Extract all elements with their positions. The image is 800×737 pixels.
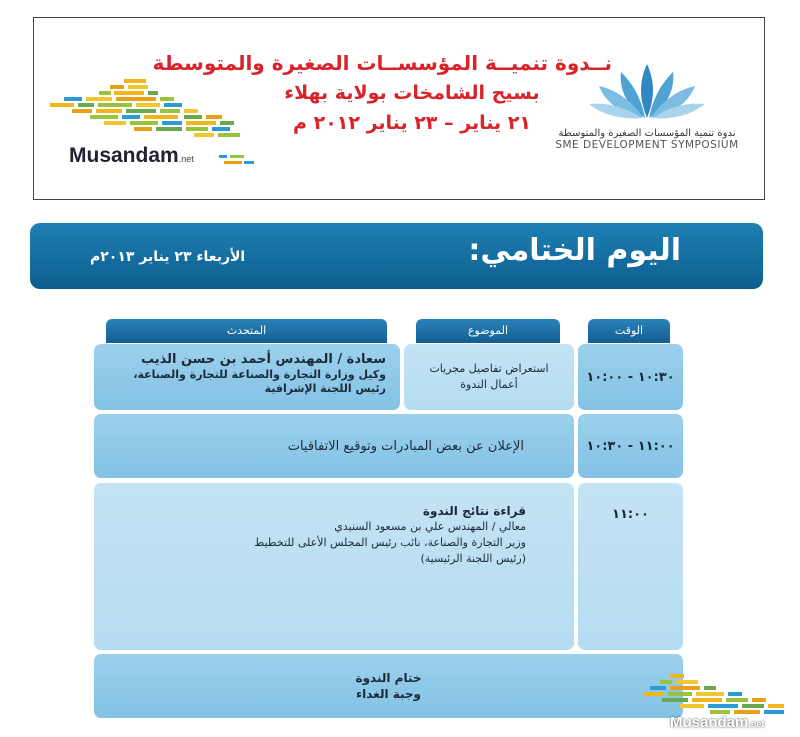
row-4-line-1: ختام الندوة <box>355 671 422 685</box>
header-line-3: ٢١ يناير – ٢٣ يناير ٢٠١٢ م <box>293 112 531 134</box>
row-2-text: الإعلان عن بعض المبادرات وتوقيع الاتفاقيات <box>94 414 574 478</box>
row-2-time: ١١:٠٠ - ١٠:٣٠ <box>578 414 683 478</box>
row-1-speaker-role: وكيل وزارة التجارة والصناعة للتجارة والصناعة، رئيس اللجنة الإشرافية <box>133 368 386 395</box>
row-3-heading: قراءة نتائج الندوة <box>422 504 526 518</box>
banner-date: الأربعاء ٢٣ يناير ٢٠١٣م <box>90 249 246 265</box>
row-1-topic: استعراض تفاصيل مجريات أعمال الندوة <box>404 344 574 410</box>
row-3-time: ١١:٠٠ <box>578 483 683 650</box>
musandam-footer-text: Musandam.net <box>670 714 765 731</box>
column-header-speaker: المتحدث <box>106 319 387 343</box>
musandam-logo-text: Musandam.net <box>69 144 194 167</box>
header-line-1: نــدوة تنميــة المؤسســات الصغيرة والمتوسطة <box>152 51 612 75</box>
sme-logo-english: SME DEVELOPMENT SYMPOSIUM <box>555 139 739 151</box>
row-3-line-1: معالي / المهندس علي بن مسعود السنيدي <box>334 520 526 533</box>
row-1-time: ١٠:٣٠ - ١٠:٠٠ <box>578 344 683 410</box>
sme-symposium-logo <box>544 60 750 151</box>
row-4-closing <box>94 654 683 718</box>
column-header-topic: الموضوع <box>416 319 560 343</box>
event-header-box <box>33 17 765 200</box>
header-line-2: بسيح الشامخات بولاية بهلاء <box>284 82 540 104</box>
banner-title: اليوم الختامي: <box>468 233 681 268</box>
row-3-line-3: (رئيس اللجنة الرئيسية) <box>420 552 526 565</box>
row-3-content <box>94 483 574 650</box>
row-1-speaker-name: سعادة / المهندس أحمد بن حسن الذيب <box>140 352 386 367</box>
row-1-speaker <box>94 344 400 410</box>
column-header-time: الوقت <box>588 319 670 343</box>
lotus-icon <box>587 60 707 122</box>
day-banner <box>30 223 763 289</box>
row-4-line-2: وجبة الغداء <box>355 687 422 701</box>
sme-logo-arabic: ندوة تنمية المؤسسات الصغيرة والمتوسطة <box>558 128 736 139</box>
row-3-line-2: وزير التجارة والصناعة، نائب رئيس المجلس الأعلى للتخطيط <box>254 536 526 549</box>
